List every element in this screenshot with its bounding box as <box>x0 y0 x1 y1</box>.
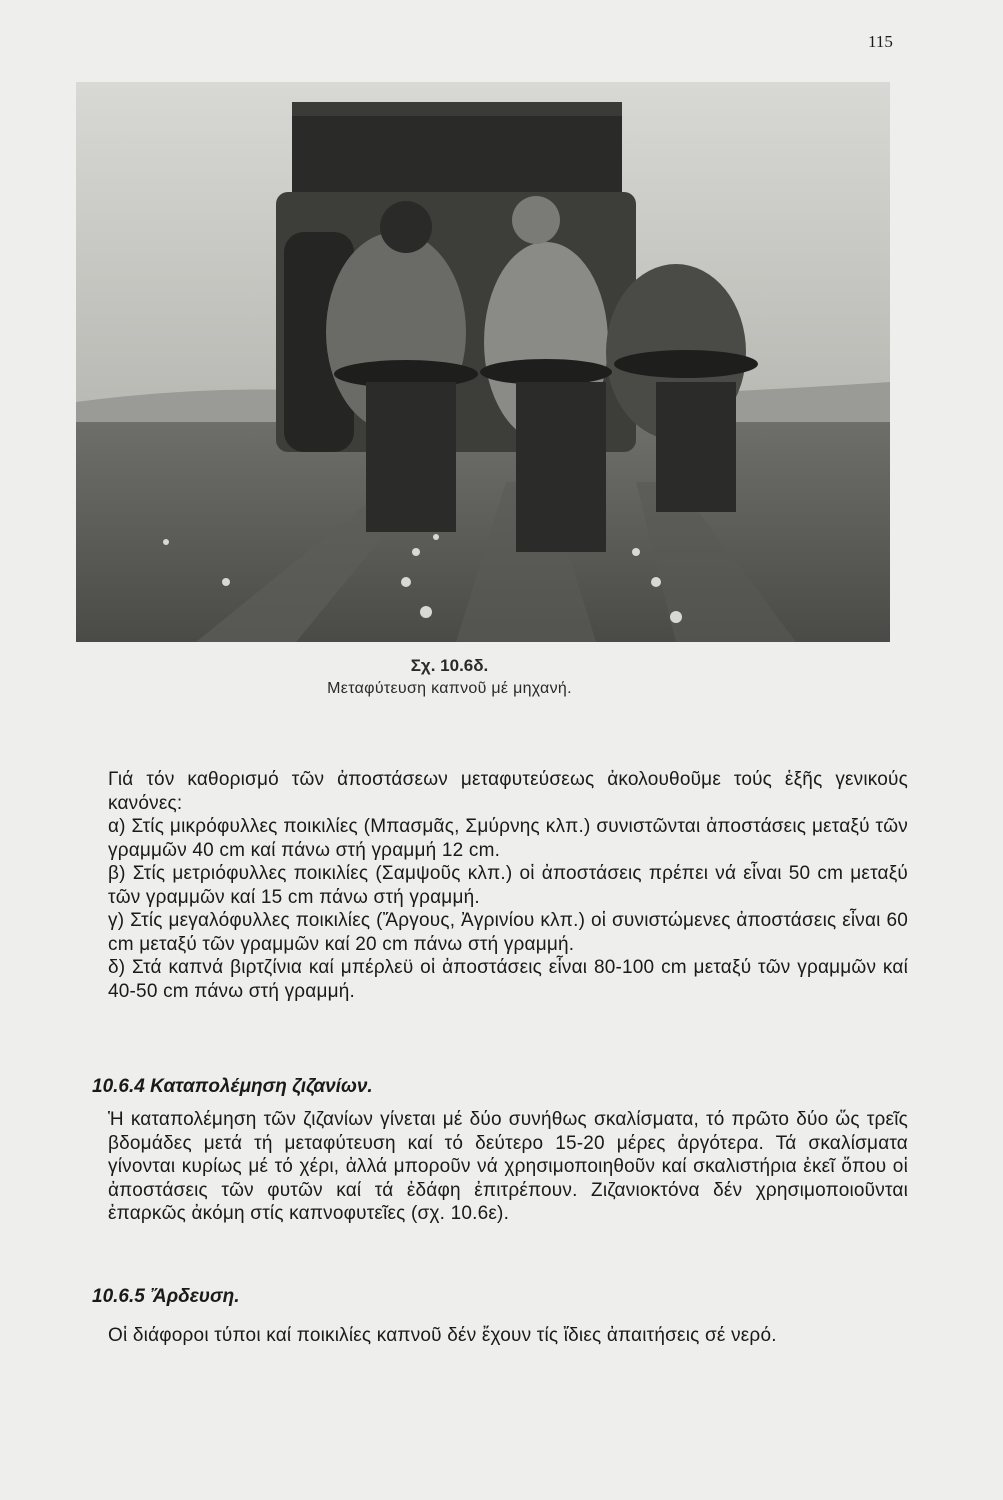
rule-a: α) Στίς μικρόφυλλες ποικιλίες (Μπασμᾶς, Σμύρνης κλπ.) συνιστῶνται ἀποστάσεις μεταξύ τῶν γραμμῶν 40 cm καί πάνω στή γραμμή 12 cm. <box>108 816 908 861</box>
tobacco-transplanting-photo <box>76 82 890 642</box>
figure-caption: Μεταφύτευση καπνοῦ μέ μηχανή. <box>327 680 572 697</box>
weeds-paragraph: Ἡ καταπολέμηση τῶν ζιζανίων γίνεται μέ δύο συνήθως σκαλίσματα, τό πρῶτο δύο ὥς τρεῖς βδομάδες μετά τή μεταφύτευση καί τό δεύτερο 15-20 μέρες ἀργότερα. Τά σκαλίσματα γίνονται κυρίως μέ τό χέρι, ἀλλά μποροῦν νά χρησιμοποιηθοῦν καί σκαλιστήρια ἐκεῖ ὅπου οἱ ἀποστάσεις τῶν φυτῶν καί τά ἐδάφη ἐπιτρέπουν. Ζιζανιοκτόνα δέν χρησιμοποιοῦνται ἐπαρκῶς ἀκόμη στίς καπνοφυτεῖες (σχ. 10.6ε). <box>108 1109 908 1224</box>
rule-d: δ) Στά καπνά βιρτζίνια καί μπέρλεϋ οἱ ἀποστάσεις εἶναι 80-100 cm μεταξύ τῶν γραμμῶν καί 40-50 cm πάνω στή γραμμή. <box>108 957 908 1002</box>
figure-number: Σχ. 10.6δ. <box>410 656 489 675</box>
intro-paragraph: Γιά τόν καθορισμό τῶν ἀποστάσεων μεταφυτεύσεως ἀκολουθοῦμε τούς ἑξῆς γενικούς κανόνες: <box>108 769 908 814</box>
irrigation-paragraph: Οἱ διάφοροι τύποι καί ποικιλίες καπνοῦ δέν ἔχουν τίς ἴδιες ἀπαιτήσεις σέ νερό. <box>108 1325 777 1346</box>
rule-c: γ) Στίς μεγαλόφυλλες ποικιλίες (Ἄργους, Ἀγρινίου κλπ.) οἱ συνιστώμενες ἀποστάσεις εἶναι 60 cm μεταξύ τῶν γραμμῶν καί 20 cm πάνω στή γραμμή. <box>108 910 908 955</box>
rule-b: β) Στίς μετριόφυλλες ποικιλίες (Σαμψοῦς κλπ.) οἱ ἀποστάσεις πρέπει νά εἶναι 50 cm μεταξύ τῶν γραμμῶν καί 15 cm πάνω στή γραμμή. <box>108 863 908 908</box>
weeds-heading: 10.6.4 Καταπολέμηση ζιζανίων. <box>92 1076 373 1097</box>
rules-section <box>108 768 908 1003</box>
page-number: 115 <box>868 32 893 51</box>
irrigation-heading: 10.6.5 Ἄρδευση. <box>92 1286 240 1307</box>
